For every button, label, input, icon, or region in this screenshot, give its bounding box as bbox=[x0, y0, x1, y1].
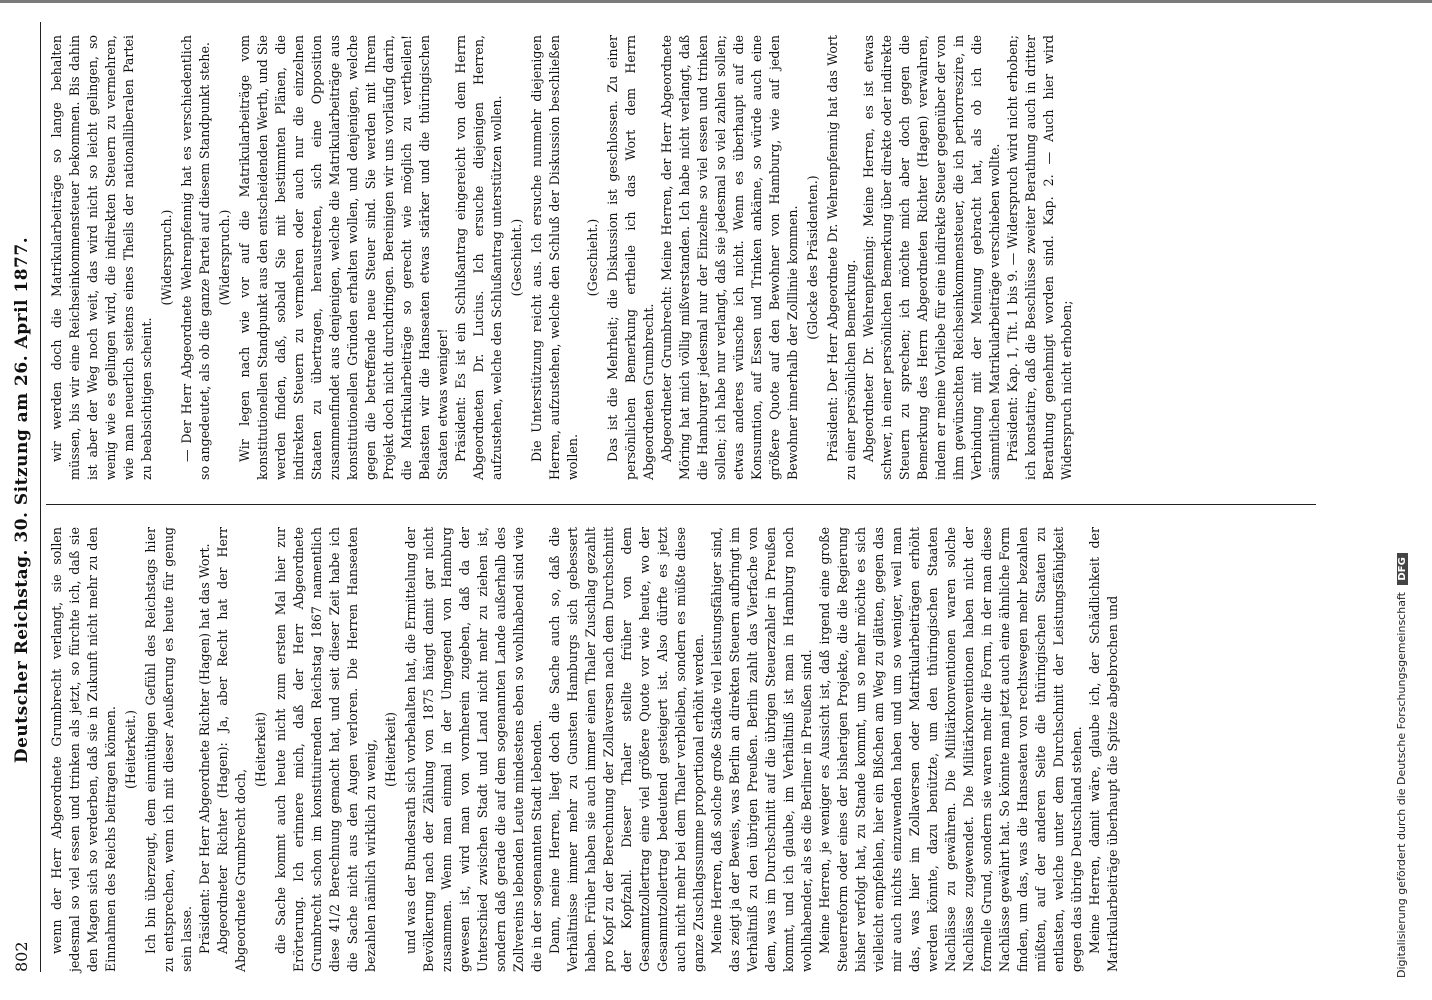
paragraph: Wir legen nach wie vor auf die Matrikularbeiträge vom konstitutionellen Standpunkt aus den entscheidenden Werth, und Sie werden finden, daß, sobald Sie mit bestimmten Plänen, die indirekten Steuern zu vermehren oder auch nur die einzelnen Staaten zu übertragen, heraustreten, sich eine Opposition zusammenfindet aus denjenigen, welche die Matrikularbeiträge aus konstitutionellen Gründen erhalten wollen, und denjenigen, welche gegen die betreffende neue Steuer sind. Sie werden mit Ihrem Projekt doch nicht durchdringen. Bereinigen wir uns vorläufig darin, die Matrikularbeiträge so gerecht wie möglich zu vertheilen! Belasten wir die Hanseaten etwas stärker und die thüringischen Staaten etwas weniger! bbox=[237, 35, 450, 480]
digitization-text-wrap bbox=[1395, 18, 1408, 978]
paragraph: Präsident: Es ist ein Schlußantrag eingereicht von dem Herrn Abgeordneten Dr. Lucius. Ich ersuche diejenigen Herren, aufzustehen, welche den Schlußantrag unterstützen wollen. bbox=[453, 35, 504, 480]
paragraph: Meine Herren, je weniger es Aussicht ist, daß irgend eine große Steuerreform oder eines der bisherigen Projekte, die die Regierung bisher verfolgt hat, zu Stande kommt, um so mehr möchte es sich vielleicht empfehlen, hier ein Bißchen am Weg zu glätten, gegen das mir auch nichts einzuwenden haben und um so weniger, weil man das, was hier im Zollaversen oder Matrikularbeiträgen erhöht werden könnte, dazu benützte, um den thüringischen Staaten Nachlässe zu gewähren. Die Militärkonventionen waren solche Nachlässe zugewendet. Die Militärkonventionen haben nicht der formelle Grund, sondern sie waren mehr die Form, in der man diese Nachlässe gewährt hat. So könnte man jetzt auch eine ähnliche Form finden, um das, was die Hanseaten von rechtswegen mehr bezahlen müßten, auf der anderen Seite die thüringischen Staaten zu entlasten, welche unter dem Durchschnitt der Leistungsfähigkeit gegen das übrige Deutschland stehen. bbox=[817, 527, 1084, 972]
header-rule bbox=[40, 22, 41, 972]
right-column bbox=[48, 35, 1076, 480]
stage-direction: (Heiterkeit) bbox=[253, 712, 268, 787]
paragraph: Präsident: Der Herr Abgeordnete Richter (Hagen) hat das Wort. bbox=[197, 543, 212, 954]
paragraph: Abgeordneter Richter (Hagen): Ja, aber Recht hat der Herr Abgeordnete Grumbrecht doch, bbox=[215, 527, 248, 972]
stage-direction: (Heiterkeit) bbox=[383, 712, 398, 787]
stage-direction: (Glocke des Präsidenten.) bbox=[805, 175, 820, 340]
paragraph: Die Unterstützung reicht aus. Ich ersuche nunmehr diejenigen Herren, aufzustehen, welche den Schluß der Diskussion beschließen wollen. bbox=[529, 35, 580, 480]
paragraph: Das ist die Mehrheit; die Diskussion ist geschlossen. Zu einer persönlichen Bemerkung ertheile ich das Wort dem Herrn Abgeordneten Grumbrecht. bbox=[605, 35, 656, 480]
digitization-text: Digitalisierung gefördert durch die Deutsche Forschungsgemeinschaft bbox=[1395, 592, 1408, 978]
page-number: 802 bbox=[12, 941, 31, 972]
paragraph: Dann, meine Herren, liegt doch die Sache auch so, daß die Verhältnisse immer mehr zu Gunsten Hamburgs sich gebessert haben. Früher haben sie auch immer einen Thaler Zuschlag gezahlt pro Kopf zu der Berechnung der Zollaversen nach dem Durchschnitt der Kopfzahl. Dieser Thaler stellte früher von dem Gesammtzollertrag eine viel größere Quote vor wie heute, wo der Gesammtzollertrag bedeutend gesteigert ist. Also dürfte es jetzt auch nicht mehr bei dem Thaler verbleiben, sondern es müßte diese ganze Zuschlagssumme proportional erhöht werden. bbox=[547, 527, 706, 972]
stage-direction: (Widerspruch.) bbox=[217, 209, 232, 306]
paragraph: und was der Bundesrath sich vorbehalten hat, die Ermittelung der Bevölkerung nach der Zählung von 1875 hängt damit gar nicht zusammen. Wenn man einmal in der Umgegend von Hamburg gewesen ist, wird man von vornherein zugeben, daß da der Unterschied zwischen Stadt und Land nicht mehr zu ziehen ist, sondern daß gerade die auf dem sogenannten Lande außerhalb des Zollvereins lebenden Leute mindestens eben so wohlhabend sind wie die in der sogenannten Stadt lebenden. bbox=[403, 527, 544, 972]
left-column bbox=[48, 527, 1122, 972]
stage-direction: (Geschieht.) bbox=[585, 218, 600, 297]
stage-direction: (Geschieht.) bbox=[509, 218, 524, 297]
paragraph: Abgeordneter Grumbrecht: Meine Herren, der Herr Abgeordnete Möring hat mich völlig mißverstanden. Ich habe nicht verlangt, daß die Hamburger jedesmal nur der Einzelne so viel essen und trinken sollen; ich habe nur verlangt, daß sie jedesmal so viel zahlen sollen; etwas anderes wünsche ich nicht. Wenn es überhaupt auf die Konsumtion, auf Essen und Trinken ankäme, so würde auch eine größere Quote auf den Bewohner von Hamburg, wie auf jeden Bewohner innerhalb der Zolllinie kommen. bbox=[659, 35, 800, 480]
page-header bbox=[8, 0, 38, 1000]
stage-direction: (Widerspruch.) bbox=[159, 209, 174, 306]
paragraph: Präsident: Kap. 1, Tit. 1 bis 9. — Widerspruch wird nicht erhoben; ich konstatire, daß die Beschlüsse zweiter Berathung auch in dritter Berathung genehmigt worden sind. Kap. 2. — Auch hier wird Widerspruch nicht erhoben; bbox=[1005, 35, 1074, 480]
dfg-logo: DFG bbox=[1397, 553, 1408, 584]
paragraph: wir werden doch die Matrikularbeiträge so lange behalten müssen, bis wir eine Reichseinkommensteuer bekommen. Bis dahin ist aber der Weg noch weit, das wird nicht so leicht gelingen, so wenig wie es gelingen wird, die indirekten Steuern zu vermehren, wie man neuerlich seitens eines Theils der nationalliberalen Partei zu beabsichtigen scheint. bbox=[49, 35, 154, 480]
paragraph: die Sache kommt auch heute nicht zum ersten Mal hier zur Erörterung. Ich erinnere mich, daß der Herr Abgeordnete Grumbrecht schon im konstituirenden Reichstag 1867 namentlich diese 41/2 Berechnung gemacht hat, und seit dieser Zeit habe ich die Sache nicht aus den Augen verloren. Die Herren Hanseaten bezahlen nämlich wirklich zu wenig, bbox=[273, 527, 378, 972]
paragraph: Meine Herren, damit wäre, glaube ich, der Schädlichkeit der Matrikularbeiträge überhaupt die Spitze abgebrochen und bbox=[1087, 527, 1120, 972]
digitization-note bbox=[1395, 18, 1425, 978]
paragraph: Meine Herren, daß solche große Städte viel leistungsfähiger sind, das zeigt ja der Beweis, was Berlin an direkten Steuern aufbringt im Verhältniß zu den übrigen Preußen. Berlin zahlt das Vierfache von dem, was im Durchschnitt auf die übrigen Steuerzahler in Preußen kommt, und ich glaube, im Verhältniß ist man in Hamburg noch wohlhabender, als es die Berliner in Preußen sind. bbox=[709, 527, 814, 972]
paragraph: wenn der Herr Abgeordnete Grumbrecht verlangt, sie sollen jedesmal so viel essen und trinken als jetzt, so fürchte ich, daß sie den Magen sich so verderben, daß sie in Zukunft nicht mehr zu den Einnahmen des Reichs beitragen können. bbox=[49, 527, 118, 972]
column-divider bbox=[46, 504, 1316, 505]
paragraph: Ich bin überzeugt, dem einmüthigen Gefühl des Reichstags hier zu entsprechen, wenn ich mit dieser Aeußerung es heute für genug sein lasse. bbox=[143, 527, 194, 972]
stage-direction: (Heiterkeit.) bbox=[123, 710, 138, 789]
paragraph: Abgeordneter Dr. Wehrenpfennig: Meine Herren, es ist etwas schwer, in einer persönlichen Bemerkung über direkte oder indirekte Steuern zu sprechen; ich möchte mich aber doch gegen die Bemerkung des Herrn Abgeordneten Richter (Hagen) verwahren, indem er meine Vorliebe für eine indirekte Steuer gegenüber der von ihm gewünschten Reichseinkommensteuer, die ich perhorreszire, in Verbindung mit der Meinung gebracht hat, als ob ich die sämmtlichen Matrikularbeiträge verschieben wollte. bbox=[861, 35, 1002, 480]
running-title: Deutscher Reichstag. 30. Sitzung am 26. April 1877. bbox=[12, 236, 32, 764]
paragraph: — Der Herr Abgeordnete Wehrenpfennig hat es verschiedentlich so angedeutet, als ob die ganze Partei auf diesem Standpunkt stehe. bbox=[179, 35, 212, 480]
paragraph: Präsident: Der Herr Abgeordnete Dr. Wehrenpfennig hat das Wort zu einer persönlichen Bemerkung. bbox=[825, 35, 858, 480]
